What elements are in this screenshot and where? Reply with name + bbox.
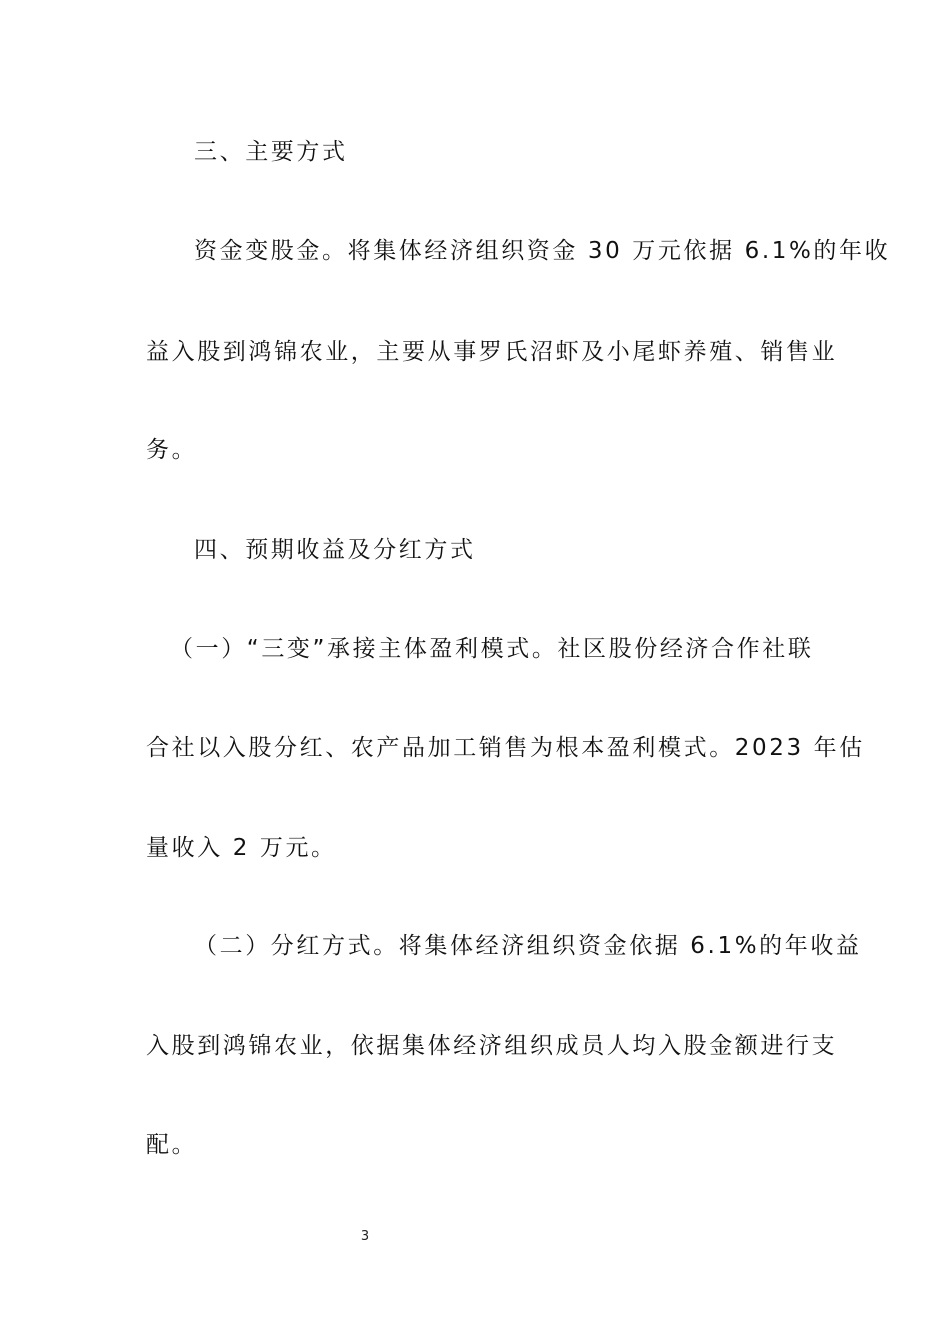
- paragraph-line: 入股到鸿锦农业，依据集体经济组织成员人均入股金额进行支: [146, 1033, 838, 1059]
- paragraph-line: 资金变股金。将集体经济组织资金 30 万元依据 6.1%的年收: [194, 238, 891, 264]
- paragraph-line: （一）“三变”承接主体盈利模式。社区股份经济合作社联: [170, 636, 814, 662]
- page-number: 3: [360, 1229, 370, 1244]
- paragraph-line: 务。: [146, 437, 198, 463]
- paragraph-line: 合社以入股分红、农产品加工销售为根本盈利模式。2023 年估: [146, 735, 865, 761]
- paragraph-line: 益入股到鸿锦农业，主要从事罗氏沼虾及小尾虾养殖、销售业: [146, 339, 838, 365]
- paragraph-line: （二）分红方式。将集体经济组织资金依据 6.1%的年收益: [194, 933, 862, 959]
- paragraph-line: 配。: [146, 1132, 198, 1158]
- section-heading-4: 四、预期收益及分红方式: [194, 537, 476, 563]
- section-heading-3: 三、主要方式: [194, 139, 348, 165]
- paragraph-line: 量收入 2 万元。: [146, 835, 337, 861]
